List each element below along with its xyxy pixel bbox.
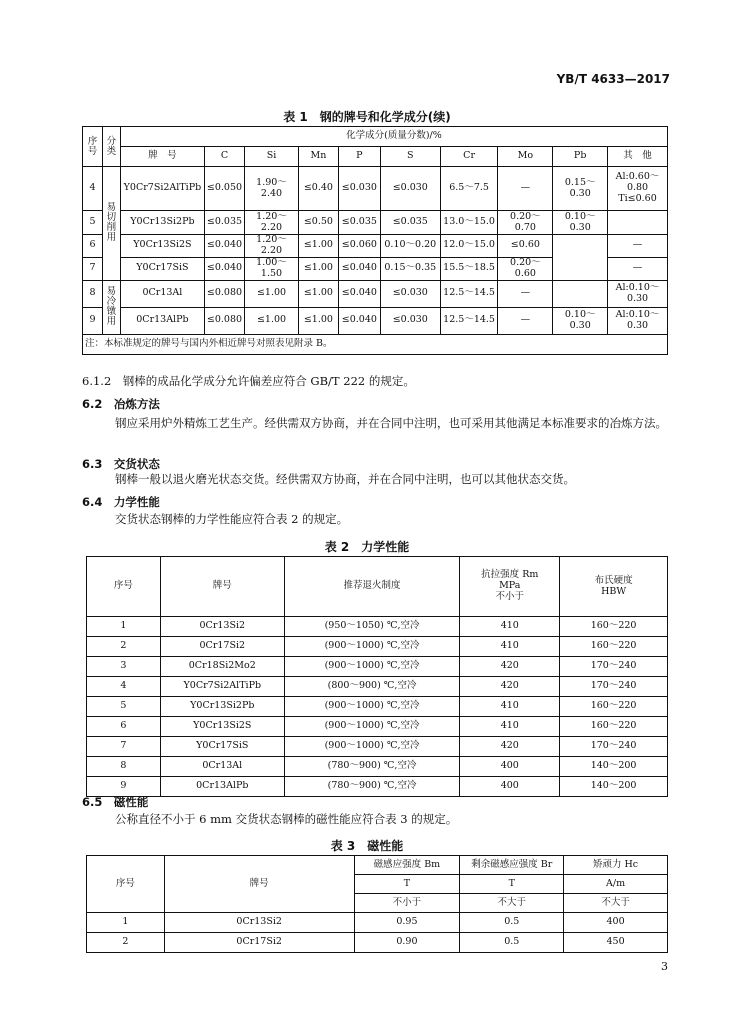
page-number: 3 [661, 960, 668, 973]
cell-no: 5 [83, 211, 103, 235]
section-title: 力学性能 [113, 495, 160, 509]
cell-no: 8 [83, 280, 103, 307]
cell-anneal: (950～1050) ℃,空冷 [284, 617, 460, 637]
cell-mn: ≤0.50 [298, 211, 338, 235]
table-row [87, 677, 668, 697]
table-row [87, 657, 668, 677]
cell-pb: 0.15～0.30 [553, 167, 608, 211]
cell-hbw: 170～240 [560, 737, 668, 757]
cell-s: ≤0.035 [380, 211, 440, 235]
hc-limit: 不大于 [564, 894, 668, 913]
cell-no: 9 [83, 307, 103, 334]
cell-cr: 12.5～14.5 [440, 307, 498, 334]
cell-cr: 12.0～15.0 [440, 235, 498, 258]
table-row [87, 617, 668, 637]
chem-composition-header: 化学成分(质量分数)/% [120, 127, 667, 147]
col-p: P [338, 147, 380, 167]
section-6-3-text: 钢棒一般以退火磨光状态交货。经供需双方协商，并在合同中注明，也可以其他状态交货。 [115, 472, 575, 486]
hardness-unit: HBW [601, 585, 627, 597]
col-seq-header: 序号 [83, 127, 103, 167]
col-grade: 牌号 [164, 856, 354, 913]
table-row [83, 235, 668, 258]
col-category-header: 分类 [102, 127, 120, 167]
cell-s: 0.10～0.20 [380, 235, 440, 258]
cell-anneal: (900～1000) ℃,空冷 [284, 717, 460, 737]
cell-hbw: 140～200 [560, 777, 668, 797]
cell-hbw: 160～220 [560, 717, 668, 737]
table1-note: 注：本标准规定的牌号与国内外相近牌号对照表见附录 B。 [83, 334, 668, 354]
chemical-composition-table [82, 126, 668, 355]
cell-rm: 420 [460, 677, 560, 697]
cell-anneal: (780～900) ℃,空冷 [284, 757, 460, 777]
table-row [83, 211, 668, 235]
category-cold-heading: 易冷镦用 [102, 280, 120, 334]
cell-no: 9 [87, 777, 161, 797]
table-row [87, 637, 668, 657]
cell-no: 2 [87, 637, 161, 657]
cell-mo: 0.20～0.70 [498, 211, 553, 235]
cell-other: Al:0.10～0.30 [608, 280, 668, 307]
cell-hbw: 160～220 [560, 697, 668, 717]
cell-other: Al:0.10～0.30 [608, 307, 668, 334]
cell-no: 4 [87, 677, 161, 697]
section-title: 冶炼方法 [113, 397, 160, 411]
section-number: 6.3 [82, 457, 103, 471]
section-6-5-text: 公称直径不小于 6 mm 交货状态钢棒的磁性能应符合表 3 的规定。 [115, 812, 458, 826]
cell-no: 8 [87, 757, 161, 777]
cell-cr: 15.5～18.5 [440, 257, 498, 280]
col-mo: Mo [498, 147, 553, 167]
col-hc: 矫顽力 Hc [564, 856, 668, 875]
tensile-unit: MPa [499, 580, 521, 592]
cell-c: ≤0.040 [204, 257, 244, 280]
section-6-5-heading [82, 794, 148, 810]
cell-no: 2 [87, 933, 165, 953]
cell-grade: Y0Cr7Si2AlTiPb [160, 677, 284, 697]
cell-cr: 12.5～14.5 [440, 280, 498, 307]
tensile-label: 抗拉强度 Rm [481, 569, 539, 581]
cell-p: ≤0.035 [338, 211, 380, 235]
bm-limit: 不小于 [354, 894, 460, 913]
cell-c: ≤0.080 [204, 307, 244, 334]
cell-mo: 0.20～0.60 [498, 257, 553, 280]
hc-unit: A/m [564, 875, 668, 894]
cell-si: ≤1.00 [245, 280, 299, 307]
table3-caption: 表 3 磁性能 [330, 839, 404, 853]
cell-grade: Y0Cr13Si2S [160, 717, 284, 737]
cell-no: 6 [83, 235, 103, 258]
table1-caption: 表 1 钢的牌号和化学成分(续) [283, 110, 451, 124]
section-6-2-heading [82, 396, 160, 412]
hardness-label: 布氏硬度 [594, 574, 633, 586]
cell-c: ≤0.040 [204, 235, 244, 258]
col-pb: Pb [553, 147, 608, 167]
table-row [87, 697, 668, 717]
cell-grade: Y0Cr17SiS [160, 737, 284, 757]
table-row [87, 757, 668, 777]
cell-pb [553, 235, 608, 281]
cell-rm: 410 [460, 717, 560, 737]
cell-mo: ≤0.60 [498, 235, 553, 258]
tensile-limit: 不小于 [495, 590, 525, 602]
cell-bm: 0.90 [354, 933, 460, 953]
cell-mn: ≤1.00 [298, 280, 338, 307]
cell-grade: Y0Cr13Si2S [120, 235, 204, 258]
table-row [87, 777, 668, 797]
other-ti: Ti≤0.60 [618, 192, 657, 204]
cell-mn: ≤1.00 [298, 307, 338, 334]
table-row [83, 307, 668, 334]
section-number: 6.2 [82, 397, 103, 411]
cell-bm: 0.95 [354, 913, 460, 933]
col-seq: 序号 [87, 557, 161, 617]
cell-mn: ≤1.00 [298, 235, 338, 258]
cell-grade: Y0Cr13Si2Pb [160, 697, 284, 717]
cell-p: ≤0.060 [338, 235, 380, 258]
cell-s: 0.15～0.35 [380, 257, 440, 280]
cell-s: ≤0.030 [380, 280, 440, 307]
cell-no: 4 [83, 167, 103, 211]
table-row [83, 167, 668, 211]
cell-no: 7 [87, 737, 161, 757]
cell-cr: 6.5～7.5 [440, 167, 498, 211]
cell-other [608, 211, 668, 235]
cell-p: ≤0.040 [338, 257, 380, 280]
table2-caption: 表 2 力学性能 [324, 540, 410, 554]
col-br: 剩余磁感应强度 Br [460, 856, 564, 875]
cell-no: 1 [87, 913, 165, 933]
table-row [87, 933, 668, 953]
cell-rm: 400 [460, 777, 560, 797]
col-c: C [204, 147, 244, 167]
bm-unit: T [354, 875, 460, 894]
cell-anneal: (900～1000) ℃,空冷 [284, 637, 460, 657]
cell-br: 0.5 [460, 913, 564, 933]
br-unit: T [460, 875, 564, 894]
cell-other [608, 167, 668, 211]
cell-si: ≤1.00 [245, 307, 299, 334]
col-grade: 牌号 [160, 557, 284, 617]
cell-s: ≤0.030 [380, 167, 440, 211]
cell-p: ≤0.040 [338, 307, 380, 334]
cell-pb [553, 280, 608, 307]
cell-pb: 0.10～0.30 [553, 307, 608, 334]
col-grade: 牌 号 [120, 147, 204, 167]
cell-p: ≤0.030 [338, 167, 380, 211]
cell-grade: 0Cr13Si2 [160, 617, 284, 637]
col-other: 其 他 [608, 147, 668, 167]
cell-grade: Y0Cr7Si2AlTiPb [120, 167, 204, 211]
cell-other: — [608, 257, 668, 280]
cell-p: ≤0.040 [338, 280, 380, 307]
cell-hbw: 140～200 [560, 757, 668, 777]
cell-no: 6 [87, 717, 161, 737]
cell-rm: 420 [460, 737, 560, 757]
table-row [87, 737, 668, 757]
br-limit: 不大于 [460, 894, 564, 913]
other-al: Al:0.60～0.80 [615, 171, 660, 194]
cell-rm: 410 [460, 617, 560, 637]
cell-rm: 410 [460, 637, 560, 657]
cell-hbw: 170～240 [560, 677, 668, 697]
cell-grade: 0Cr13AlPb [160, 777, 284, 797]
section-number: 6.4 [82, 495, 103, 509]
cell-hc: 450 [564, 933, 668, 953]
table-row [87, 717, 668, 737]
col-mn: Mn [298, 147, 338, 167]
col-s: S [380, 147, 440, 167]
cell-grade: Y0Cr13Si2Pb [120, 211, 204, 235]
col-anneal: 推荐退火制度 [284, 557, 460, 617]
cell-grade: 0Cr13AlPb [120, 307, 204, 334]
col-hardness [560, 557, 668, 617]
mechanical-properties-table [86, 556, 668, 797]
section-6-4-heading [82, 494, 160, 510]
cell-cr: 13.0～15.0 [440, 211, 498, 235]
cell-grade: 0Cr17Si2 [160, 637, 284, 657]
section-title: 交货状态 [113, 457, 160, 471]
cell-rm: 410 [460, 697, 560, 717]
cell-mo: — [498, 167, 553, 211]
cell-other: — [608, 235, 668, 258]
standard-code: YB/T 4633—2017 [556, 72, 670, 86]
cell-hbw: 160～220 [560, 637, 668, 657]
col-seq: 序号 [87, 856, 165, 913]
cell-no: 7 [83, 257, 103, 280]
category-free-cutting: 易切削用 [102, 167, 120, 281]
cell-c: ≤0.035 [204, 211, 244, 235]
cell-anneal: (900～1000) ℃,空冷 [284, 657, 460, 677]
col-si: Si [245, 147, 299, 167]
cell-mn: ≤1.00 [298, 257, 338, 280]
cell-si: 1.90～2.40 [245, 167, 299, 211]
cell-anneal: (900～1000) ℃,空冷 [284, 697, 460, 717]
section-6-4-text: 交货状态钢棒的力学性能应符合表 2 的规定。 [115, 512, 349, 526]
section-title: 磁性能 [113, 795, 149, 809]
section-6-1-2: 6.1.2 钢棒的成品化学成分允许偏差应符合 GB/T 222 的规定。 [82, 374, 415, 388]
cell-grade: Y0Cr17SiS [120, 257, 204, 280]
cell-no: 1 [87, 617, 161, 637]
cell-rm: 420 [460, 657, 560, 677]
col-cr: Cr [440, 147, 498, 167]
cell-hbw: 170～240 [560, 657, 668, 677]
cell-si: 1.20～2.20 [245, 211, 299, 235]
cell-anneal: (900～1000) ℃,空冷 [284, 737, 460, 757]
cell-grade: 0Cr13Al [120, 280, 204, 307]
table-row [87, 913, 668, 933]
cell-grade: 0Cr18Si2Mo2 [160, 657, 284, 677]
magnetic-properties-table [86, 855, 668, 953]
table-row [83, 280, 668, 307]
cell-s: ≤0.030 [380, 307, 440, 334]
cell-br: 0.5 [460, 933, 564, 953]
cell-c: ≤0.050 [204, 167, 244, 211]
cell-grade: 0Cr13Si2 [164, 913, 354, 933]
cell-grade: 0Cr17Si2 [164, 933, 354, 953]
cell-c: ≤0.080 [204, 280, 244, 307]
cell-hbw: 160～220 [560, 617, 668, 637]
cell-mn: ≤0.40 [298, 167, 338, 211]
cell-anneal: (800～900) ℃,空冷 [284, 677, 460, 697]
cell-mo: — [498, 307, 553, 334]
cell-mo: — [498, 280, 553, 307]
cell-anneal: (780～900) ℃,空冷 [284, 777, 460, 797]
cell-no: 3 [87, 657, 161, 677]
cell-pb: 0.10～0.30 [553, 211, 608, 235]
col-tensile [460, 557, 560, 617]
cell-rm: 400 [460, 757, 560, 777]
cell-no: 5 [87, 697, 161, 717]
cell-grade: 0Cr13Al [160, 757, 284, 777]
cell-si: 1.20～2.20 [245, 235, 299, 258]
section-number: 6.5 [82, 795, 103, 809]
cell-si: 1.00～1.50 [245, 257, 299, 280]
section-6-2-text: 钢应采用炉外精炼工艺生产。经供需双方协商，并在合同中注明，也可采用其他满足本标准要求的冶炼方法。 [115, 416, 667, 430]
cell-hc: 400 [564, 913, 668, 933]
col-bm: 磁感应强度 Bm [354, 856, 460, 875]
